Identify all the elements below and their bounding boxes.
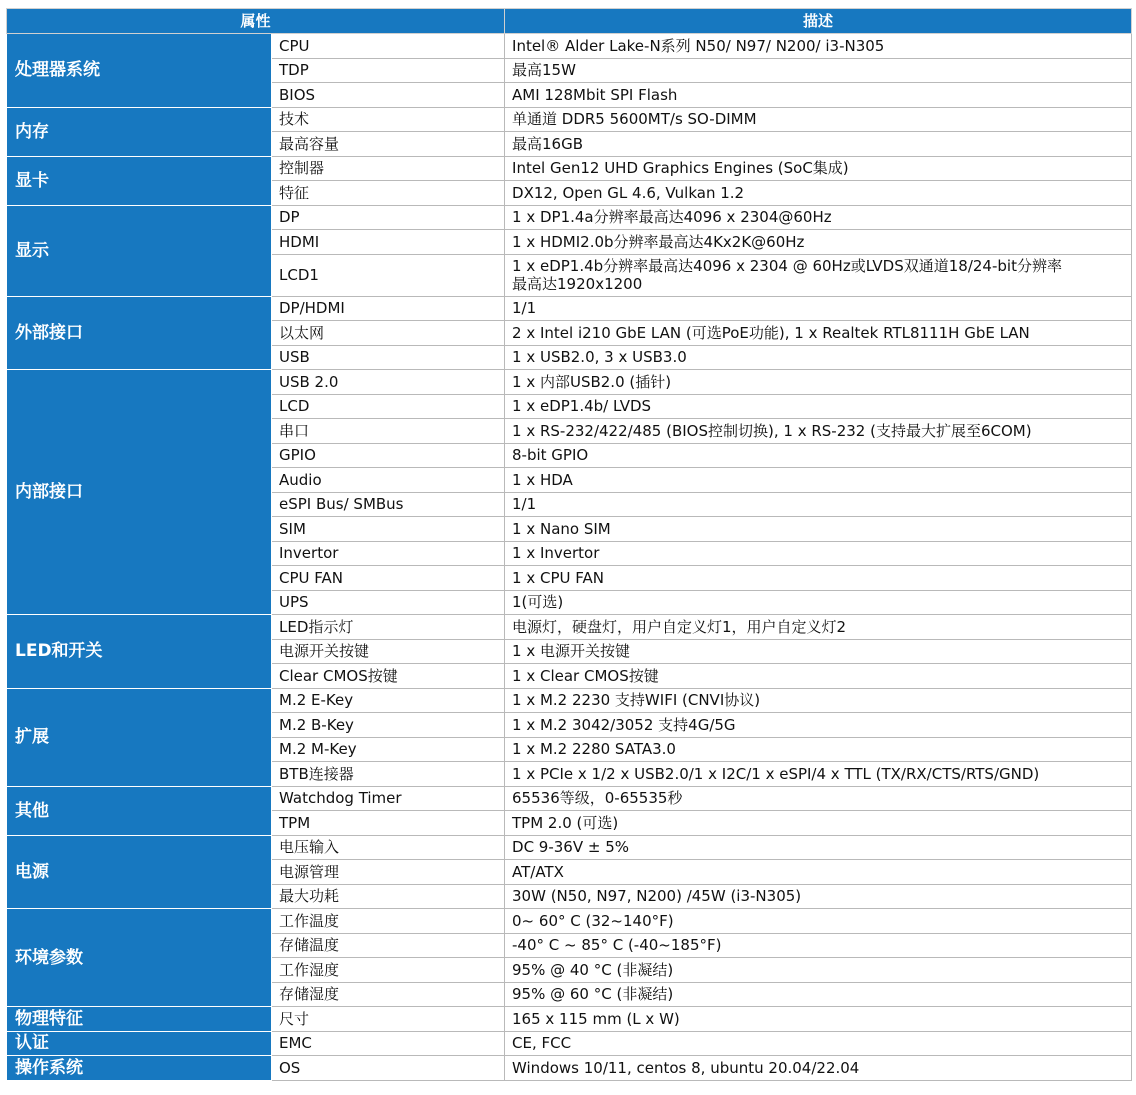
description-text-line2: 最高达1920x1200 bbox=[512, 275, 643, 293]
attribute-name-cell: HDMI bbox=[272, 230, 505, 255]
category-cell: 认证 bbox=[7, 1031, 272, 1056]
category-cell: 内部接口 bbox=[7, 370, 272, 615]
category-cell: 外部接口 bbox=[7, 296, 272, 370]
spec-row bbox=[7, 688, 1132, 713]
description-text: 1 x M.2 2230 支持WIFI (CNVI协议) bbox=[512, 691, 761, 710]
spec-row bbox=[7, 296, 1132, 321]
description-text: 95% @ 40 °C (非凝结) bbox=[512, 960, 674, 979]
attribute-name-cell: LCD bbox=[272, 394, 505, 419]
description-text: 1 x DP1.4a分辨率最高达4096 x 2304@60Hz bbox=[512, 208, 832, 227]
attribute-name-cell: 工作湿度 bbox=[272, 958, 505, 983]
description-text: -40° C ~ 85° C (-40~185°F) bbox=[512, 936, 722, 955]
attribute-name-cell: 串口 bbox=[272, 419, 505, 444]
description-text: Intel® Alder Lake-N系列 N50/ N97/ N200/ i3-N305 bbox=[512, 36, 885, 55]
attribute-name-cell: 工作温度 bbox=[272, 909, 505, 934]
description-cell bbox=[505, 468, 1132, 493]
description-text: 1 x M.2 2280 SATA3.0 bbox=[512, 740, 676, 759]
attribute-name-cell: 电源管理 bbox=[272, 860, 505, 885]
attribute-name-cell: eSPI Bus/ SMBus bbox=[272, 492, 505, 517]
attribute-name-cell: Invertor bbox=[272, 541, 505, 566]
description-cell bbox=[505, 786, 1132, 811]
category-cell: 物理特征 bbox=[7, 1007, 272, 1032]
description-cell bbox=[505, 1056, 1132, 1081]
description-text: 1 x CPU FAN bbox=[512, 568, 604, 587]
attribute-name-cell: UPS bbox=[272, 590, 505, 615]
description-text: 1 x PCIe x 1/2 x USB2.0/1 x I2C/1 x eSPI/4 x TTL (TX/RX/CTS/RTS/GND) bbox=[512, 764, 1040, 783]
description-text: 1 x eDP1.4b/ LVDS bbox=[512, 397, 652, 416]
description-cell bbox=[505, 254, 1132, 296]
description-cell bbox=[505, 58, 1132, 83]
description-text: 1 x Nano SIM bbox=[512, 519, 611, 538]
attribute-name-cell: 技术 bbox=[272, 107, 505, 132]
description-text: 1 x RS-232/422/485 (BIOS控制切换), 1 x RS-232 (支持最大扩展至6COM) bbox=[512, 421, 1032, 440]
category-cell: LED和开关 bbox=[7, 615, 272, 689]
description-text: 最高15W bbox=[512, 61, 576, 80]
attribute-name-cell: 电源开关按键 bbox=[272, 639, 505, 664]
spec-row bbox=[7, 786, 1132, 811]
description-cell bbox=[505, 737, 1132, 762]
attribute-name-cell: CPU bbox=[272, 34, 505, 59]
spec-row bbox=[7, 1056, 1132, 1081]
description-cell bbox=[505, 982, 1132, 1007]
attribute-name-cell: LED指示灯 bbox=[272, 615, 505, 640]
category-cell: 电源 bbox=[7, 835, 272, 909]
spec-row bbox=[7, 370, 1132, 395]
description-cell bbox=[505, 688, 1132, 713]
attribute-name-cell: 存储湿度 bbox=[272, 982, 505, 1007]
description-cell bbox=[505, 811, 1132, 836]
category-cell: 其他 bbox=[7, 786, 272, 835]
description-text: Intel Gen12 UHD Graphics Engines (SoC集成) bbox=[512, 159, 849, 178]
attribute-name-cell: Audio bbox=[272, 468, 505, 493]
attribute-name-cell: USB bbox=[272, 345, 505, 370]
description-cell bbox=[505, 664, 1132, 689]
description-cell bbox=[505, 296, 1132, 321]
description-text: AMI 128Mbit SPI Flash bbox=[512, 85, 678, 104]
spec-row bbox=[7, 1031, 1132, 1056]
attribute-name-cell: 最大功耗 bbox=[272, 884, 505, 909]
attribute-name-cell: OS bbox=[272, 1056, 505, 1081]
category-cell: 扩展 bbox=[7, 688, 272, 786]
description-cell bbox=[505, 321, 1132, 346]
description-cell bbox=[505, 443, 1132, 468]
description-cell bbox=[505, 590, 1132, 615]
attribute-name-cell: DP/HDMI bbox=[272, 296, 505, 321]
attribute-name-cell: 特征 bbox=[272, 181, 505, 206]
spec-row bbox=[7, 1007, 1132, 1032]
description-cell bbox=[505, 181, 1132, 206]
description-text: 1 x HDA bbox=[512, 470, 573, 489]
description-text: 65536等级，0-65535秒 bbox=[512, 789, 683, 808]
attribute-name-cell: 最高容量 bbox=[272, 132, 505, 157]
description-cell bbox=[505, 492, 1132, 517]
description-text: 1 x HDMI2.0b分辨率最高达4Kx2K@60Hz bbox=[512, 232, 805, 251]
header-description: 描述 bbox=[505, 9, 1132, 34]
description-text: DC 9-36V ± 5% bbox=[512, 838, 630, 857]
spec-row bbox=[7, 156, 1132, 181]
description-cell bbox=[505, 860, 1132, 885]
attribute-name-cell: GPIO bbox=[272, 443, 505, 468]
attribute-name-cell: M.2 B-Key bbox=[272, 713, 505, 738]
category-cell: 环境参数 bbox=[7, 909, 272, 1007]
attribute-name-cell: M.2 E-Key bbox=[272, 688, 505, 713]
description-text: 1/1 bbox=[512, 299, 537, 318]
description-text: 0~ 60° C (32~140°F) bbox=[512, 911, 674, 930]
category-cell: 操作系统 bbox=[7, 1056, 272, 1081]
description-cell bbox=[505, 34, 1132, 59]
description-cell bbox=[505, 541, 1132, 566]
category-cell: 内存 bbox=[7, 107, 272, 156]
attribute-name-cell: CPU FAN bbox=[272, 566, 505, 591]
attribute-name-cell: Clear CMOS按键 bbox=[272, 664, 505, 689]
description-text: 2 x Intel i210 GbE LAN (可选PoE功能), 1 x Realtek RTL8111H GbE LAN bbox=[512, 323, 1030, 342]
description-cell bbox=[505, 132, 1132, 157]
description-cell bbox=[505, 933, 1132, 958]
description-text: 30W (N50, N97, N200) /45W (i3-N305) bbox=[512, 887, 802, 906]
spec-row bbox=[7, 835, 1132, 860]
description-cell bbox=[505, 762, 1132, 787]
description-cell bbox=[505, 83, 1132, 108]
description-cell bbox=[505, 107, 1132, 132]
description-cell bbox=[505, 835, 1132, 860]
description-text: 1/1 bbox=[512, 495, 537, 514]
category-cell: 显卡 bbox=[7, 156, 272, 205]
attribute-name-cell: BTB连接器 bbox=[272, 762, 505, 787]
description-text: AT/ATX bbox=[512, 862, 564, 881]
category-cell: 显示 bbox=[7, 205, 272, 296]
attribute-name-cell: 存储温度 bbox=[272, 933, 505, 958]
attribute-name-cell: 控制器 bbox=[272, 156, 505, 181]
spec-body bbox=[7, 34, 1132, 1081]
description-cell bbox=[505, 394, 1132, 419]
description-text: 1 x USB2.0, 3 x USB3.0 bbox=[512, 348, 687, 367]
description-text: DX12, Open GL 4.6, Vulkan 1.2 bbox=[512, 183, 745, 202]
attribute-name-cell: SIM bbox=[272, 517, 505, 542]
description-text: 1 x 电源开关按键 bbox=[512, 642, 630, 661]
description-cell bbox=[505, 156, 1132, 181]
spec-row bbox=[7, 34, 1132, 59]
header-row bbox=[7, 9, 1132, 34]
description-text: 1 x Clear CMOS按键 bbox=[512, 666, 659, 685]
description-text: 1(可选) bbox=[512, 593, 564, 612]
description-text: CE, FCC bbox=[512, 1034, 572, 1053]
description-text: 最高16GB bbox=[512, 134, 584, 153]
description-cell bbox=[505, 958, 1132, 983]
header-attribute: 属性 bbox=[7, 9, 505, 34]
description-cell bbox=[505, 419, 1132, 444]
description-text: Windows 10/11, centos 8, ubuntu 20.04/22.04 bbox=[512, 1058, 860, 1077]
description-cell bbox=[505, 205, 1132, 230]
description-cell bbox=[505, 909, 1132, 934]
spec-row bbox=[7, 205, 1132, 230]
attribute-name-cell: LCD1 bbox=[272, 254, 505, 296]
attribute-name-cell: TDP bbox=[272, 58, 505, 83]
attribute-name-cell: 尺寸 bbox=[272, 1007, 505, 1032]
attribute-name-cell: EMC bbox=[272, 1031, 505, 1056]
attribute-name-cell: Watchdog Timer bbox=[272, 786, 505, 811]
description-cell bbox=[505, 345, 1132, 370]
description-text: TPM 2.0 (可选) bbox=[512, 813, 619, 832]
description-cell bbox=[505, 517, 1132, 542]
description-cell bbox=[505, 230, 1132, 255]
description-text: 1 x 内部USB2.0 (插针) bbox=[512, 372, 672, 391]
description-cell bbox=[505, 884, 1132, 909]
description-cell bbox=[505, 566, 1132, 591]
description-text: 8-bit GPIO bbox=[512, 446, 589, 465]
description-text: 1 x eDP1.4b分辨率最高达4096 x 2304 @ 60Hz或LVDS双通道18/24-bit分辨率 bbox=[512, 257, 1062, 275]
description-text: 95% @ 60 °C (非凝结) bbox=[512, 985, 674, 1004]
attribute-name-cell: 电压输入 bbox=[272, 835, 505, 860]
description-text: 单通道 DDR5 5600MT/s SO-DIMM bbox=[512, 110, 757, 129]
description-cell bbox=[505, 1031, 1132, 1056]
spec-row bbox=[7, 107, 1132, 132]
description-text: 1 x Invertor bbox=[512, 544, 600, 563]
attribute-name-cell: DP bbox=[272, 205, 505, 230]
attribute-name-cell: USB 2.0 bbox=[272, 370, 505, 395]
description-cell bbox=[505, 713, 1132, 738]
attribute-name-cell: TPM bbox=[272, 811, 505, 836]
description-text: 1 x M.2 3042/3052 支持4G/5G bbox=[512, 715, 736, 734]
category-cell: 处理器系统 bbox=[7, 34, 272, 108]
spec-row bbox=[7, 909, 1132, 934]
description-cell bbox=[505, 615, 1132, 640]
description-cell bbox=[505, 1007, 1132, 1032]
spec-table bbox=[6, 8, 1132, 1081]
attribute-name-cell: M.2 M-Key bbox=[272, 737, 505, 762]
description-cell bbox=[505, 639, 1132, 664]
description-text: 165 x 115 mm (L x W) bbox=[512, 1009, 680, 1028]
attribute-name-cell: BIOS bbox=[272, 83, 505, 108]
description-cell bbox=[505, 370, 1132, 395]
spec-row bbox=[7, 615, 1132, 640]
description-text: 电源灯，硬盘灯，用户自定义灯1，用户自定义灯2 bbox=[512, 617, 847, 636]
attribute-name-cell: 以太网 bbox=[272, 321, 505, 346]
